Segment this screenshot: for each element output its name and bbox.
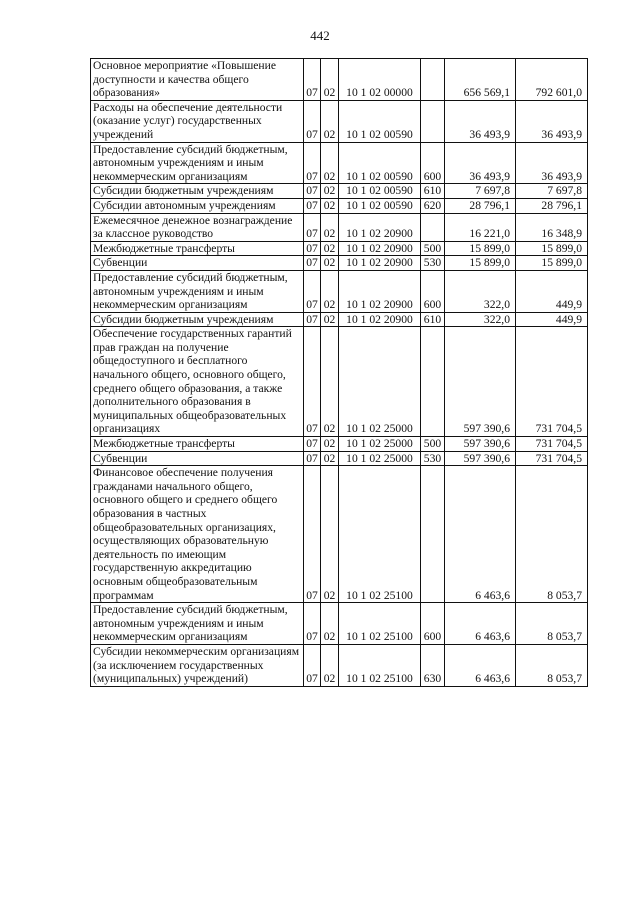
table-row bbox=[91, 59, 588, 101]
amount-year2-cell: 731 704,5 bbox=[516, 451, 588, 466]
amount-year1-cell: 656 569,1 bbox=[445, 59, 516, 101]
row-name-cell: Основное мероприятие «Повышение доступности и качества общего образования» bbox=[91, 59, 304, 101]
section-code-cell: 07 bbox=[304, 100, 321, 142]
expense-type-cell: 600 bbox=[421, 270, 445, 312]
row-name-cell: Субсидии бюджетным учреждениям bbox=[91, 184, 304, 199]
section-code-cell: 07 bbox=[304, 142, 321, 184]
amount-year1-cell: 322,0 bbox=[445, 312, 516, 327]
target-article-cell: 10 1 02 25100 bbox=[339, 644, 421, 686]
amount-year2-cell: 449,9 bbox=[516, 270, 588, 312]
section-code-cell: 07 bbox=[304, 644, 321, 686]
target-article-cell: 10 1 02 25000 bbox=[339, 451, 421, 466]
target-article-cell: 10 1 02 20900 bbox=[339, 256, 421, 271]
section-code-cell: 07 bbox=[304, 241, 321, 256]
row-name-cell: Субвенции bbox=[91, 451, 304, 466]
amount-year2-cell: 15 899,0 bbox=[516, 256, 588, 271]
amount-year1-cell: 597 390,6 bbox=[445, 437, 516, 452]
table-row bbox=[91, 437, 588, 452]
expense-type-cell bbox=[421, 327, 445, 437]
target-article-cell: 10 1 02 00590 bbox=[339, 100, 421, 142]
target-article-cell: 10 1 02 25100 bbox=[339, 603, 421, 645]
subsection-code-cell: 02 bbox=[321, 100, 339, 142]
target-article-cell: 10 1 02 00590 bbox=[339, 184, 421, 199]
target-article-cell: 10 1 02 25000 bbox=[339, 437, 421, 452]
subsection-code-cell: 02 bbox=[321, 437, 339, 452]
amount-year2-cell: 731 704,5 bbox=[516, 327, 588, 437]
amount-year2-cell: 36 493,9 bbox=[516, 142, 588, 184]
amount-year2-cell: 731 704,5 bbox=[516, 437, 588, 452]
row-name-cell: Субсидии автономным учреждениям bbox=[91, 198, 304, 213]
amount-year2-cell: 28 796,1 bbox=[516, 198, 588, 213]
section-code-cell: 07 bbox=[304, 603, 321, 645]
budget-table bbox=[90, 58, 588, 687]
subsection-code-cell: 02 bbox=[321, 198, 339, 213]
row-name-cell: Предоставление субсидий бюджетным, автономным учреждениям и иным некоммерческим организациям bbox=[91, 603, 304, 645]
subsection-code-cell: 02 bbox=[321, 184, 339, 199]
row-name-cell: Субсидии некоммерческим организациям (за исключением государственных (муниципальных) учреждений) bbox=[91, 644, 304, 686]
amount-year1-cell: 597 390,6 bbox=[445, 327, 516, 437]
table-row bbox=[91, 644, 588, 686]
amount-year1-cell: 6 463,6 bbox=[445, 466, 516, 603]
amount-year2-cell: 7 697,8 bbox=[516, 184, 588, 199]
subsection-code-cell: 02 bbox=[321, 451, 339, 466]
expense-type-cell bbox=[421, 213, 445, 241]
amount-year2-cell: 16 348,9 bbox=[516, 213, 588, 241]
row-name-cell: Межбюджетные трансферты bbox=[91, 437, 304, 452]
expense-type-cell bbox=[421, 59, 445, 101]
section-code-cell: 07 bbox=[304, 451, 321, 466]
table-row bbox=[91, 198, 588, 213]
table-row bbox=[91, 241, 588, 256]
expense-type-cell: 500 bbox=[421, 241, 445, 256]
amount-year2-cell: 449,9 bbox=[516, 312, 588, 327]
amount-year1-cell: 36 493,9 bbox=[445, 142, 516, 184]
target-article-cell: 10 1 02 20900 bbox=[339, 312, 421, 327]
target-article-cell: 10 1 02 00590 bbox=[339, 142, 421, 184]
target-article-cell: 10 1 02 20900 bbox=[339, 270, 421, 312]
amount-year1-cell: 15 899,0 bbox=[445, 241, 516, 256]
amount-year2-cell: 8 053,7 bbox=[516, 466, 588, 603]
row-name-cell: Субсидии бюджетным учреждениям bbox=[91, 312, 304, 327]
table-row bbox=[91, 603, 588, 645]
budget-table-body bbox=[91, 59, 588, 687]
table-row bbox=[91, 213, 588, 241]
target-article-cell: 10 1 02 25000 bbox=[339, 327, 421, 437]
expense-type-cell: 600 bbox=[421, 603, 445, 645]
table-row bbox=[91, 327, 588, 437]
table-row bbox=[91, 451, 588, 466]
section-code-cell: 07 bbox=[304, 184, 321, 199]
table-row bbox=[91, 184, 588, 199]
expense-type-cell: 610 bbox=[421, 184, 445, 199]
amount-year1-cell: 15 899,0 bbox=[445, 256, 516, 271]
subsection-code-cell: 02 bbox=[321, 327, 339, 437]
table-row bbox=[91, 466, 588, 603]
row-name-cell: Расходы на обеспечение деятельности (оказание услуг) государственных учреждений bbox=[91, 100, 304, 142]
section-code-cell: 07 bbox=[304, 437, 321, 452]
target-article-cell: 10 1 02 20900 bbox=[339, 241, 421, 256]
target-article-cell: 10 1 02 00000 bbox=[339, 59, 421, 101]
row-name-cell: Субвенции bbox=[91, 256, 304, 271]
section-code-cell: 07 bbox=[304, 466, 321, 603]
amount-year1-cell: 28 796,1 bbox=[445, 198, 516, 213]
amount-year1-cell: 16 221,0 bbox=[445, 213, 516, 241]
amount-year2-cell: 15 899,0 bbox=[516, 241, 588, 256]
expense-type-cell bbox=[421, 466, 445, 603]
subsection-code-cell: 02 bbox=[321, 270, 339, 312]
amount-year2-cell: 8 053,7 bbox=[516, 603, 588, 645]
row-name-cell: Обеспечение государственных гарантий прав граждан на получение общедоступного и бесплатного начального общего, основного общего, среднего общего образования, а также дополнительного образования в муниципальных общеобразовательных организациях bbox=[91, 327, 304, 437]
table-row bbox=[91, 312, 588, 327]
row-name-cell: Предоставление субсидий бюджетным, автономным учреждениям и иным некоммерческим организациям bbox=[91, 270, 304, 312]
subsection-code-cell: 02 bbox=[321, 644, 339, 686]
expense-type-cell: 630 bbox=[421, 644, 445, 686]
amount-year1-cell: 322,0 bbox=[445, 270, 516, 312]
expense-type-cell: 500 bbox=[421, 437, 445, 452]
expense-type-cell: 530 bbox=[421, 451, 445, 466]
section-code-cell: 07 bbox=[304, 256, 321, 271]
expense-type-cell: 530 bbox=[421, 256, 445, 271]
amount-year1-cell: 36 493,9 bbox=[445, 100, 516, 142]
subsection-code-cell: 02 bbox=[321, 312, 339, 327]
row-name-cell: Межбюджетные трансферты bbox=[91, 241, 304, 256]
section-code-cell: 07 bbox=[304, 327, 321, 437]
row-name-cell: Финансовое обеспечение получения гражданами начального общего, основного общего и среднего общего образования в частных общеобразовательных организациях, осуществляющих образовательную деятельность по имеющим государственную аккредитацию основным общеобразовательным программам bbox=[91, 466, 304, 603]
section-code-cell: 07 bbox=[304, 270, 321, 312]
row-name-cell: Предоставление субсидий бюджетным, автономным учреждениям и иным некоммерческим организациям bbox=[91, 142, 304, 184]
amount-year2-cell: 36 493,9 bbox=[516, 100, 588, 142]
subsection-code-cell: 02 bbox=[321, 142, 339, 184]
amount-year1-cell: 6 463,6 bbox=[445, 644, 516, 686]
row-name-cell: Ежемесячное денежное вознаграждение за классное руководство bbox=[91, 213, 304, 241]
section-code-cell: 07 bbox=[304, 312, 321, 327]
expense-type-cell: 620 bbox=[421, 198, 445, 213]
subsection-code-cell: 02 bbox=[321, 213, 339, 241]
table-row bbox=[91, 100, 588, 142]
expense-type-cell bbox=[421, 100, 445, 142]
subsection-code-cell: 02 bbox=[321, 466, 339, 603]
subsection-code-cell: 02 bbox=[321, 256, 339, 271]
amount-year1-cell: 7 697,8 bbox=[445, 184, 516, 199]
amount-year1-cell: 6 463,6 bbox=[445, 603, 516, 645]
amount-year1-cell: 597 390,6 bbox=[445, 451, 516, 466]
target-article-cell: 10 1 02 00590 bbox=[339, 198, 421, 213]
subsection-code-cell: 02 bbox=[321, 59, 339, 101]
section-code-cell: 07 bbox=[304, 198, 321, 213]
section-code-cell: 07 bbox=[304, 213, 321, 241]
expense-type-cell: 610 bbox=[421, 312, 445, 327]
section-code-cell: 07 bbox=[304, 59, 321, 101]
subsection-code-cell: 02 bbox=[321, 241, 339, 256]
subsection-code-cell: 02 bbox=[321, 603, 339, 645]
table-row bbox=[91, 270, 588, 312]
target-article-cell: 10 1 02 25100 bbox=[339, 466, 421, 603]
table-row bbox=[91, 142, 588, 184]
expense-type-cell: 600 bbox=[421, 142, 445, 184]
amount-year2-cell: 8 053,7 bbox=[516, 644, 588, 686]
page-number: 442 bbox=[310, 28, 330, 43]
target-article-cell: 10 1 02 20900 bbox=[339, 213, 421, 241]
table-row bbox=[91, 256, 588, 271]
amount-year2-cell: 792 601,0 bbox=[516, 59, 588, 101]
